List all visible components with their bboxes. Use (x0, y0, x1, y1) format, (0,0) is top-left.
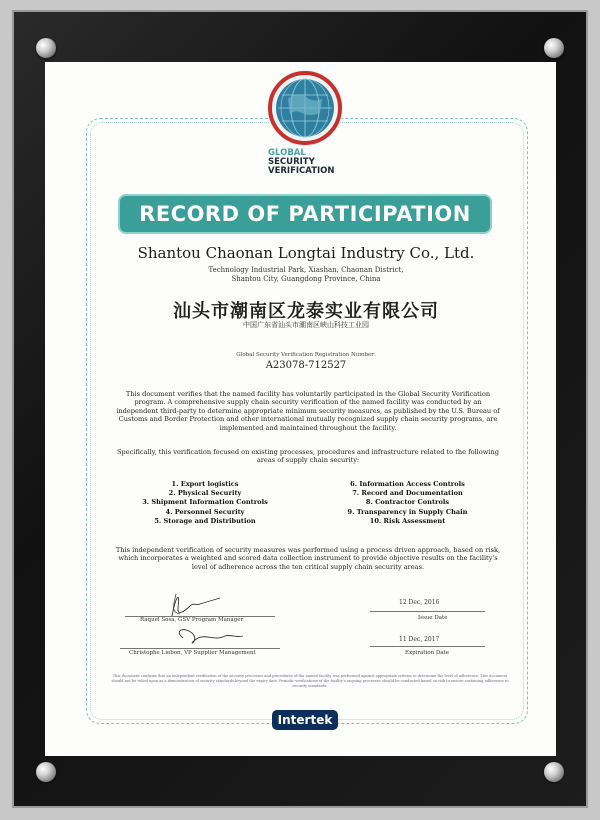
signature-1-image (150, 586, 240, 620)
gsv-line-2: SECURITY (268, 157, 315, 167)
area-item: 8. Contractor Controls (365, 498, 450, 507)
company-name-cn: 汕头市潮南区龙泰实业有限公司 (173, 301, 439, 322)
date-line (370, 611, 485, 612)
address-cn: 中国广东省汕头市潮南区峡山科技工业园 (243, 321, 369, 329)
address-en-line-2: Shantou City, Guangdong Province, China (231, 275, 381, 283)
gsv-line-1: GLOBAL (268, 148, 306, 158)
paragraph-focus: Specifically, this verification focused on existing processes, procedures and infrastructure related to the following areas of supply chain security: (117, 448, 499, 465)
company-name-en: Shantou Chaonan Longtai Industry Co., Ltd. (137, 244, 475, 262)
area-item: 10. Risk Assessment (369, 516, 446, 525)
title-banner: RECORD OF PARTICIPATION (120, 196, 490, 232)
areas-right-list (320, 480, 495, 526)
area-item: 5. Storage and Distribution (154, 516, 256, 525)
signer-1-name: Raquel Sosa, GSV Program Manager (140, 617, 244, 623)
paragraph-verification: This document verifies that the named facility has voluntarily participated in the Global Security Verification program. A comprehensive supply chain security verification of the named facility was conducted by an independent third-party to determine appropriate minimum security measures, as published by the U.S. Bureau of Customs and Border Protection and other international mutually recognized supply chain security programs, are implemented and maintained throughout the facility. (116, 390, 500, 432)
gsv-wordmark (268, 149, 358, 176)
area-item: 2. Physical Security (168, 489, 242, 498)
fine-print: This document confirms that an independent verification of the security processes and procedures of the named facility was performed against appropriate criteria to determine the level of adherence. This document should not be relied upon as a demonstration of security standards beyond the expiry date. Periodic verifications of the facility's ongoing processes should be conducted based on risk to ensure sustaining adherence to security standards. (111, 674, 509, 688)
screw-icon (544, 762, 564, 782)
issue-date-label: Issue Date (418, 615, 448, 621)
screw-icon (36, 762, 56, 782)
gsv-line-3: VERIFICATION (268, 166, 335, 176)
intertek-logo: Intertek (272, 710, 338, 730)
signer-2-name: Christophe Liebon, VP Supplier Management (129, 650, 256, 656)
registration-label: Global Security Verification Registration Number: (236, 352, 376, 358)
area-item: 1. Export logistics (171, 480, 239, 488)
expiration-date: 11 Dec, 2017 (399, 636, 440, 643)
screw-icon (544, 38, 564, 58)
issue-date: 12 Dec, 2016 (399, 599, 440, 606)
signature-line (120, 648, 280, 649)
areas-left-list (120, 480, 290, 526)
screw-icon (36, 38, 56, 58)
registration-number: A23078-712527 (265, 360, 347, 371)
globe-seal-icon (266, 69, 344, 147)
paragraph-method: This independent verification of security measures was performed using a process driven approach, based on risk, which incorporates a weighted and scored data collection instrument to provide objective results on the facility's level of adherence across the ten critical supply chain security areas. (115, 546, 501, 571)
expiration-date-label: Expiration Date (405, 650, 450, 656)
address-en-line-1: Technology Industrial Park, Xiashan, Chaonan District, (208, 266, 404, 274)
area-item: 3. Shipment Information Controls (142, 498, 268, 507)
area-item: 9. Transparency in Supply Chain (347, 507, 468, 516)
area-item: 4. Personnel Security (165, 507, 245, 516)
date-line (370, 646, 485, 647)
area-item: 7. Record and Documentation (352, 489, 463, 498)
signature-2-image (165, 624, 255, 650)
area-item: 6. Information Access Controls (350, 480, 465, 488)
